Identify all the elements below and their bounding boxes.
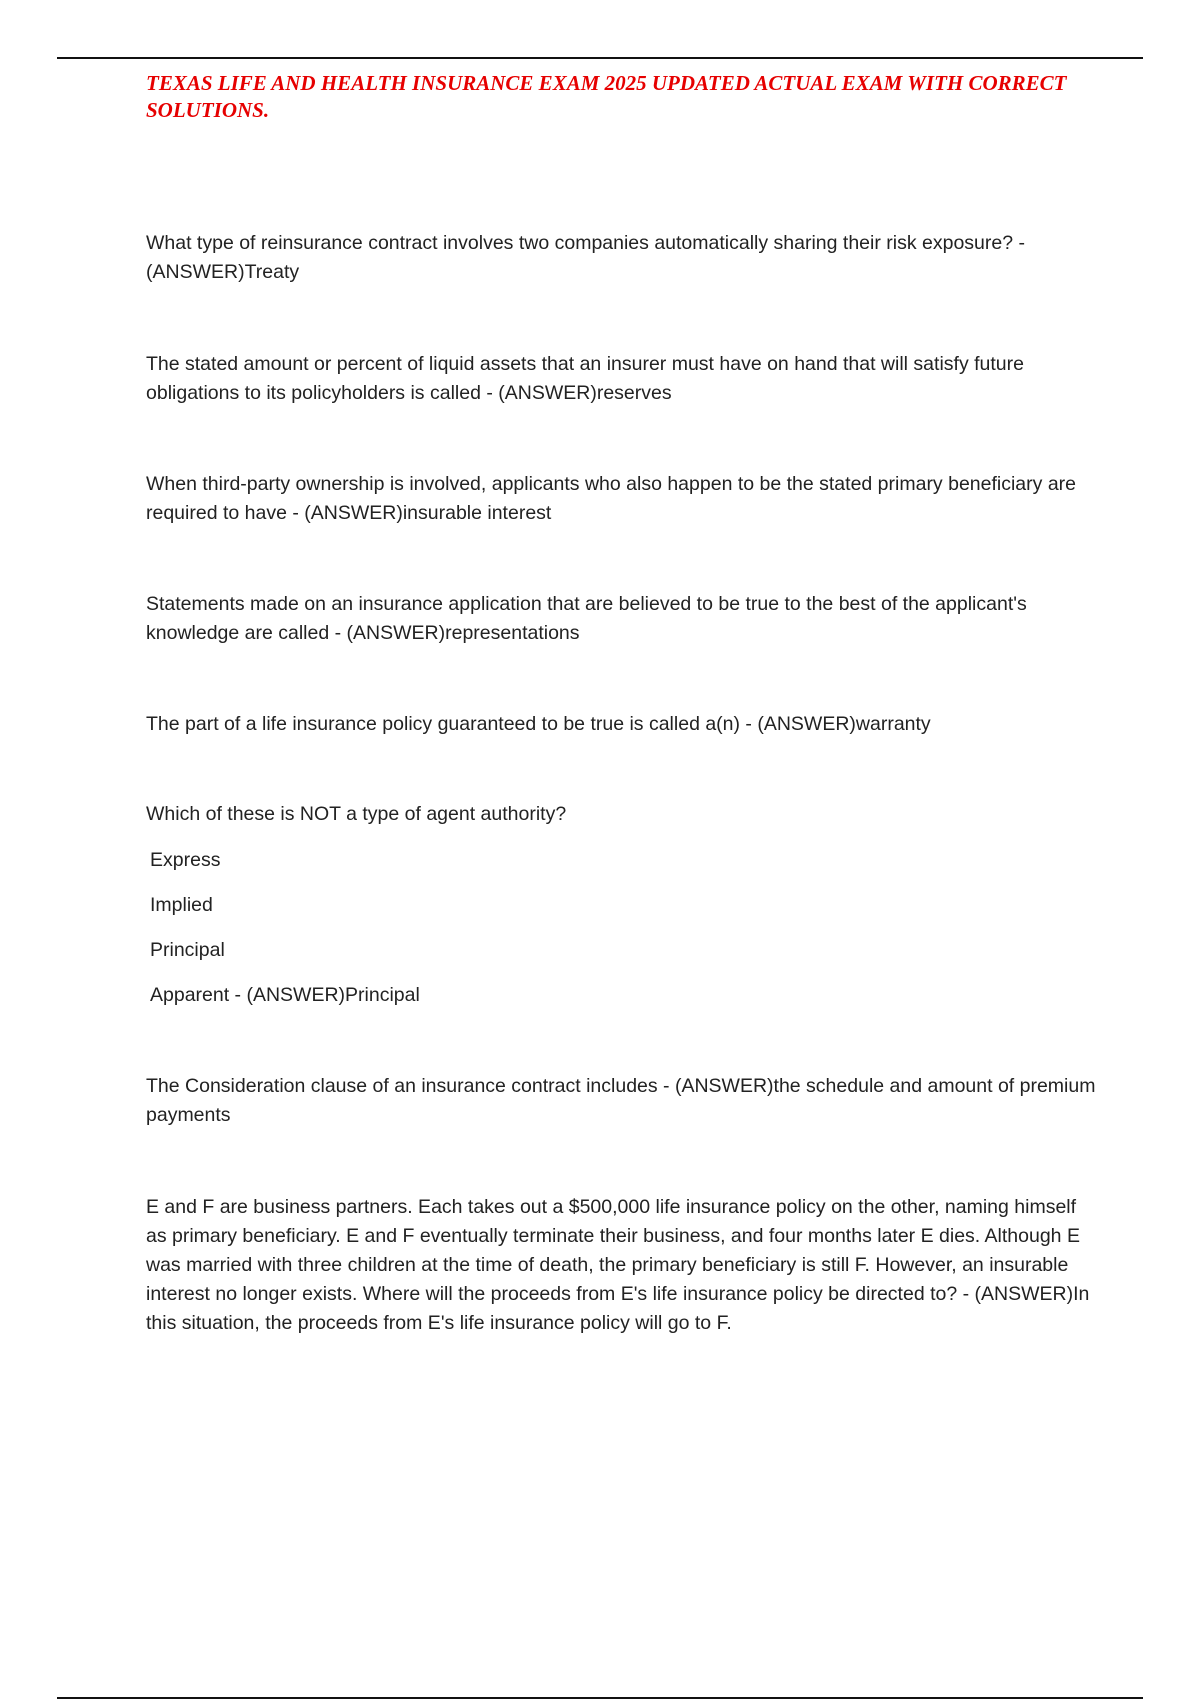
option-item: Principal	[150, 939, 225, 961]
question-7: The Consideration clause of an insurance contract includes - (ANSWER)the schedule and amount of premium payments	[146, 1075, 1096, 1126]
option-item: Apparent - (ANSWER)Principal	[150, 984, 420, 1006]
question-6: Which of these is NOT a type of agent authority?	[146, 803, 567, 825]
question-1: What type of reinsurance contract involves two companies automatically sharing their risk exposure? - (ANSWER)Treaty	[146, 232, 1025, 283]
question-6-options	[150, 846, 420, 1010]
question-2: The stated amount or percent of liquid assets that an insurer must have on hand that will satisfy future obligations to its policyholders is called - (ANSWER)reserves	[146, 353, 1024, 404]
bottom-divider	[57, 1697, 1143, 1699]
question-3: When third-party ownership is involved, applicants who also happen to be the stated primary beneficiary are required to have - (ANSWER)insurable interest	[146, 473, 1077, 524]
question-4: Statements made on an insurance application that are believed to be true to the best of the applicant's knowledge are called - (ANSWER)representations	[146, 593, 1027, 644]
option-item: Express	[150, 849, 221, 871]
question-8: E and F are business partners. Each takes out a $500,000 life insurance policy on the other, naming himself as primary beneficiary. E and F eventually terminate their business, and four months later E dies. Although E was married with three children at the time of death, the primary beneficiary is still F. However, an insurable interest no longer exists. Where will the proceeds from E's life insurance policy be directed to? - (ANSWER)In this situation, the proceeds from E's life insurance policy will go to F.	[146, 1196, 1090, 1334]
option-item: Implied	[150, 894, 213, 916]
question-5: The part of a life insurance policy guaranteed to be true is called a(n) - (ANSWER)warranty	[146, 713, 931, 735]
top-divider	[57, 57, 1143, 59]
document-title: TEXAS LIFE AND HEALTH INSURANCE EXAM 2025 UPDATED ACTUAL EXAM WITH CORRECT SOLUTIONS.	[146, 71, 1067, 122]
